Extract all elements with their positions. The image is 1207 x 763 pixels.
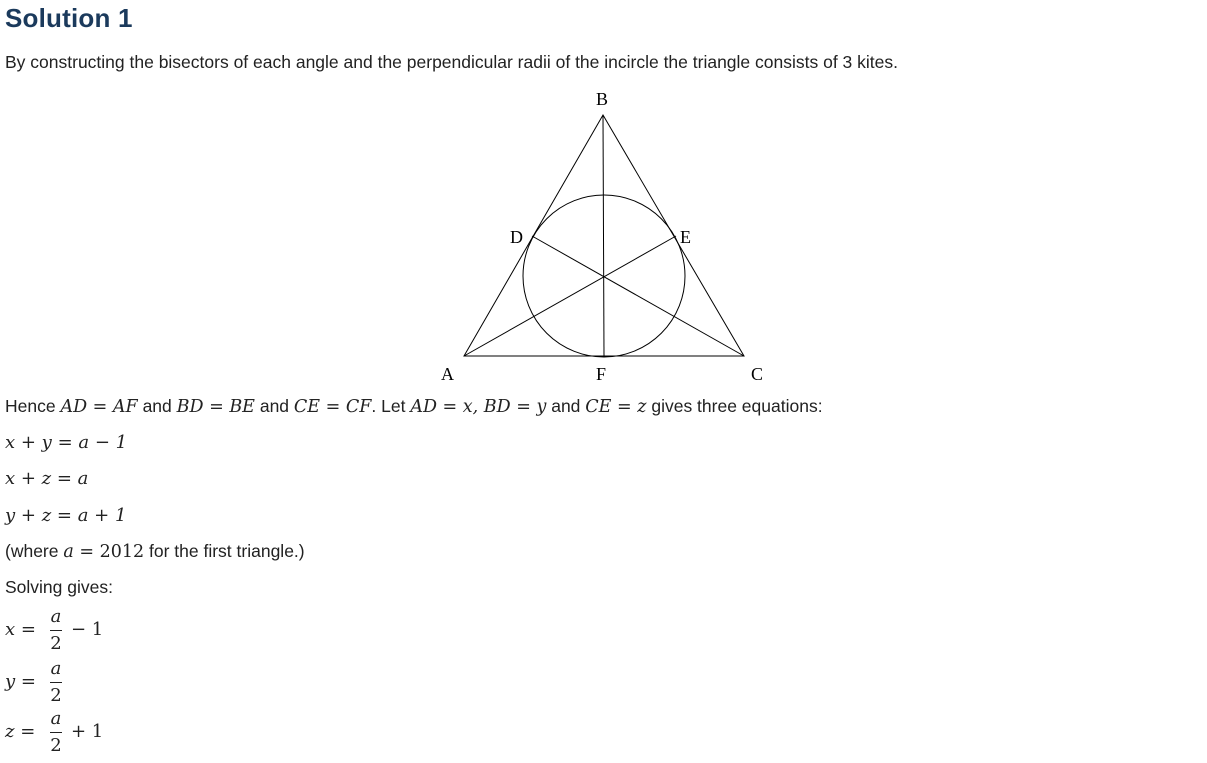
solution-x-numerator: a	[50, 606, 62, 627]
solution-z-denominator: 2	[50, 735, 62, 756]
math-let-z: CE = z	[585, 397, 647, 417]
solution-z-numerator: a	[50, 708, 62, 729]
equation-3: y + z = a + 1	[5, 505, 127, 526]
math-ce-cf: CE = CF	[293, 397, 372, 417]
hence-text-6: gives three equations:	[646, 396, 823, 416]
hence-text-5: and	[546, 396, 586, 416]
solution-x-denominator: 2	[50, 633, 62, 654]
where-note	[5, 541, 305, 562]
solution-z-rest: + 1	[71, 721, 104, 742]
label-e: E	[680, 227, 691, 247]
math-bd-be: BD = BE	[176, 397, 255, 417]
solution-x-lhs: x =	[5, 619, 36, 640]
equation-1: x + y = a − 1	[5, 432, 128, 453]
hence-text-1: Hence	[5, 396, 61, 416]
math-ad-af: AD = AF	[60, 397, 138, 417]
hence-text-2: and	[137, 396, 177, 416]
label-c: C	[751, 364, 764, 384]
solution-heading: Solution 1	[5, 3, 133, 33]
equation-2: x + z = a	[5, 468, 89, 489]
solution-y-denominator: 2	[50, 685, 62, 706]
label-d: D	[510, 227, 523, 247]
label-f: F	[596, 364, 607, 384]
hence-text-4: . Let	[371, 396, 411, 416]
intro-paragraph: By constructing the bisectors of each angle and the perpendicular radii of the incircle the triangle consists of 3 kites.	[5, 52, 898, 72]
solution-x-rest: − 1	[71, 619, 104, 640]
solution-y-lhs: y =	[5, 671, 36, 692]
bisector-b	[603, 115, 604, 357]
solution-y-numerator: a	[50, 658, 62, 679]
where-text-2: for the first triangle.)	[144, 541, 305, 561]
solution-x-fraction-bar	[50, 630, 62, 631]
solution-z-fraction-bar	[50, 732, 62, 733]
where-math: a =	[63, 542, 100, 562]
math-let-xy: AD = x, BD = y	[410, 397, 547, 417]
where-text-1: (where	[5, 541, 64, 561]
solution-y-fraction-bar	[50, 682, 62, 683]
hence-text-3: and	[254, 396, 294, 416]
bisector-c	[532, 236, 744, 356]
hence-paragraph	[5, 396, 823, 417]
solution-z-lhs: z =	[5, 721, 36, 742]
where-number: 2012	[99, 542, 145, 562]
solving-label: Solving gives:	[5, 577, 113, 597]
label-a: A	[441, 364, 454, 384]
label-b: B	[596, 89, 609, 109]
bisector-a	[464, 236, 676, 356]
